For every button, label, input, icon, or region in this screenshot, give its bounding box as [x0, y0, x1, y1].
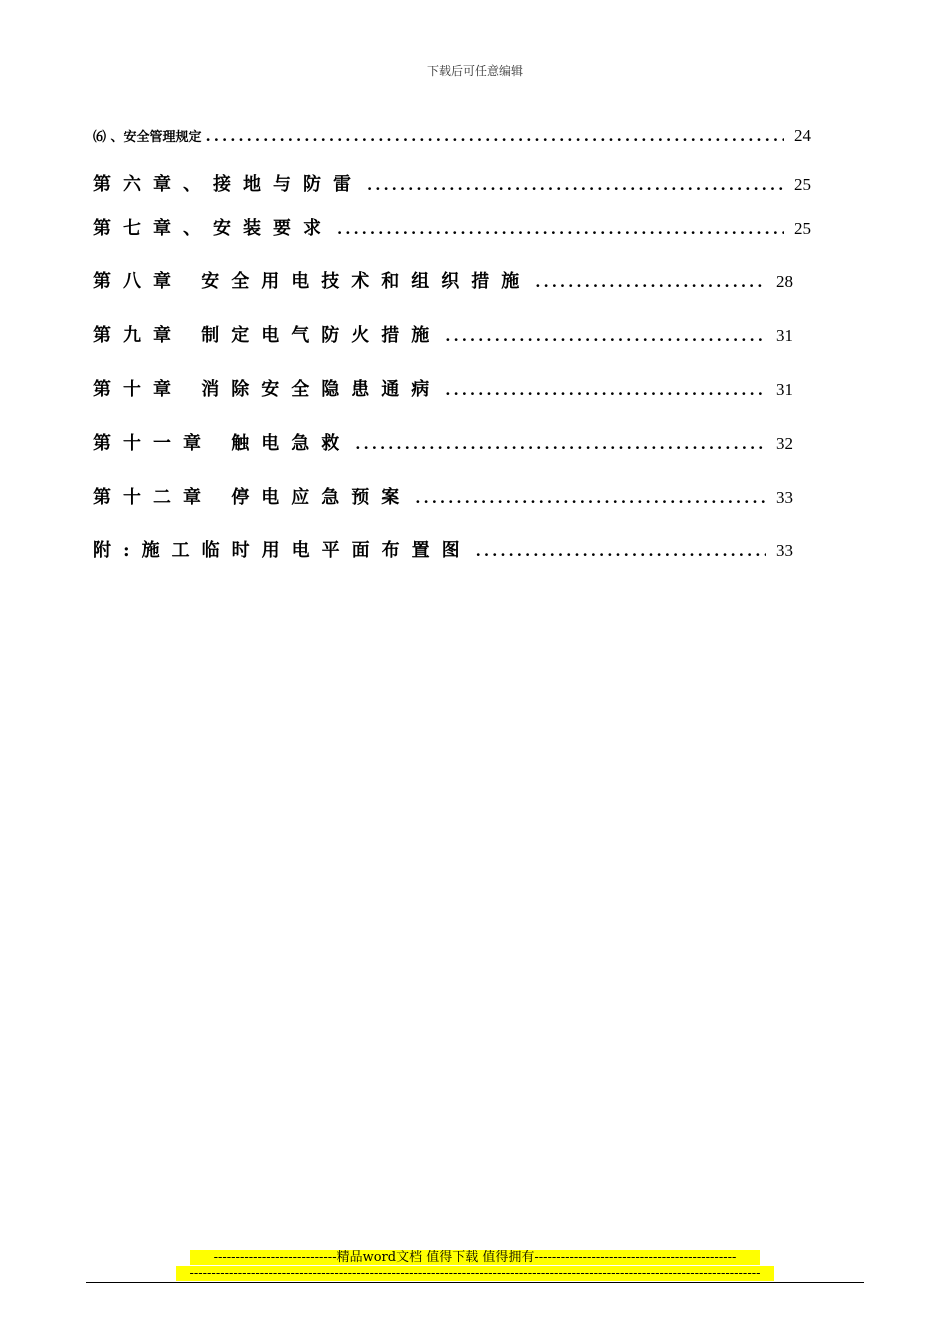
- toc-entry[interactable]: [93, 536, 793, 562]
- dot-leader: [355, 435, 766, 453]
- toc-entry-title: 第九章 制定电气防火措施: [93, 325, 442, 346]
- toc-entry[interactable]: [93, 483, 793, 509]
- dot-leader: [206, 127, 784, 145]
- dot-leader: [476, 542, 766, 560]
- dot-leader: [367, 176, 784, 194]
- toc-entry[interactable]: [93, 126, 811, 146]
- banner-line-2: ----------------------------------------------------------------------------------------------------------------------------------: [176, 1266, 774, 1281]
- dot-leader: [337, 220, 784, 238]
- toc-entry-title: 第七章、安装要求: [93, 218, 333, 239]
- toc-entry[interactable]: [93, 267, 793, 293]
- toc-entry-title: 附:施工临时用电平面布置图: [93, 540, 472, 561]
- toc-entry-title: 第十章 消除安全隐患通病: [93, 379, 442, 400]
- toc-entry[interactable]: [93, 214, 811, 240]
- toc-entry-page: 31: [776, 380, 793, 399]
- banner-line-1: ----------------------------精品word文档 值得下载 值得拥有----------------------------------------------: [190, 1250, 760, 1265]
- footer-rule: [86, 1282, 864, 1283]
- toc-entry[interactable]: [93, 375, 793, 401]
- dot-leader: [535, 273, 766, 291]
- toc-entry-page: 31: [776, 326, 793, 345]
- toc-entry-title: 第十一章 触电急救: [93, 433, 352, 454]
- toc-entry-title: ⑹ 、安全管理规定: [93, 130, 202, 145]
- toc-entry-page: 25: [794, 175, 811, 194]
- page-header-note: 下载后可任意编辑: [426, 64, 523, 78]
- toc-entry-page: 24: [794, 126, 811, 145]
- toc-entry-page: 25: [794, 219, 811, 238]
- toc-entry-title: 第八章 安全用电技术和组织措施: [93, 271, 532, 292]
- toc-entry[interactable]: [93, 429, 793, 455]
- toc-entry-page: 33: [776, 488, 793, 507]
- dot-leader: [415, 489, 766, 507]
- toc-entry-page: 32: [776, 434, 793, 453]
- toc-entry-page: 28: [776, 272, 793, 291]
- dot-leader: [445, 381, 766, 399]
- toc-entry-title: 第十二章 停电应急预案: [93, 487, 412, 508]
- toc-entry-title: 第六章、接地与防雷: [93, 174, 363, 195]
- dot-leader: [445, 327, 766, 345]
- toc-entry[interactable]: [93, 321, 793, 347]
- toc-entry[interactable]: [93, 170, 811, 196]
- toc-entry-page: 33: [776, 541, 793, 560]
